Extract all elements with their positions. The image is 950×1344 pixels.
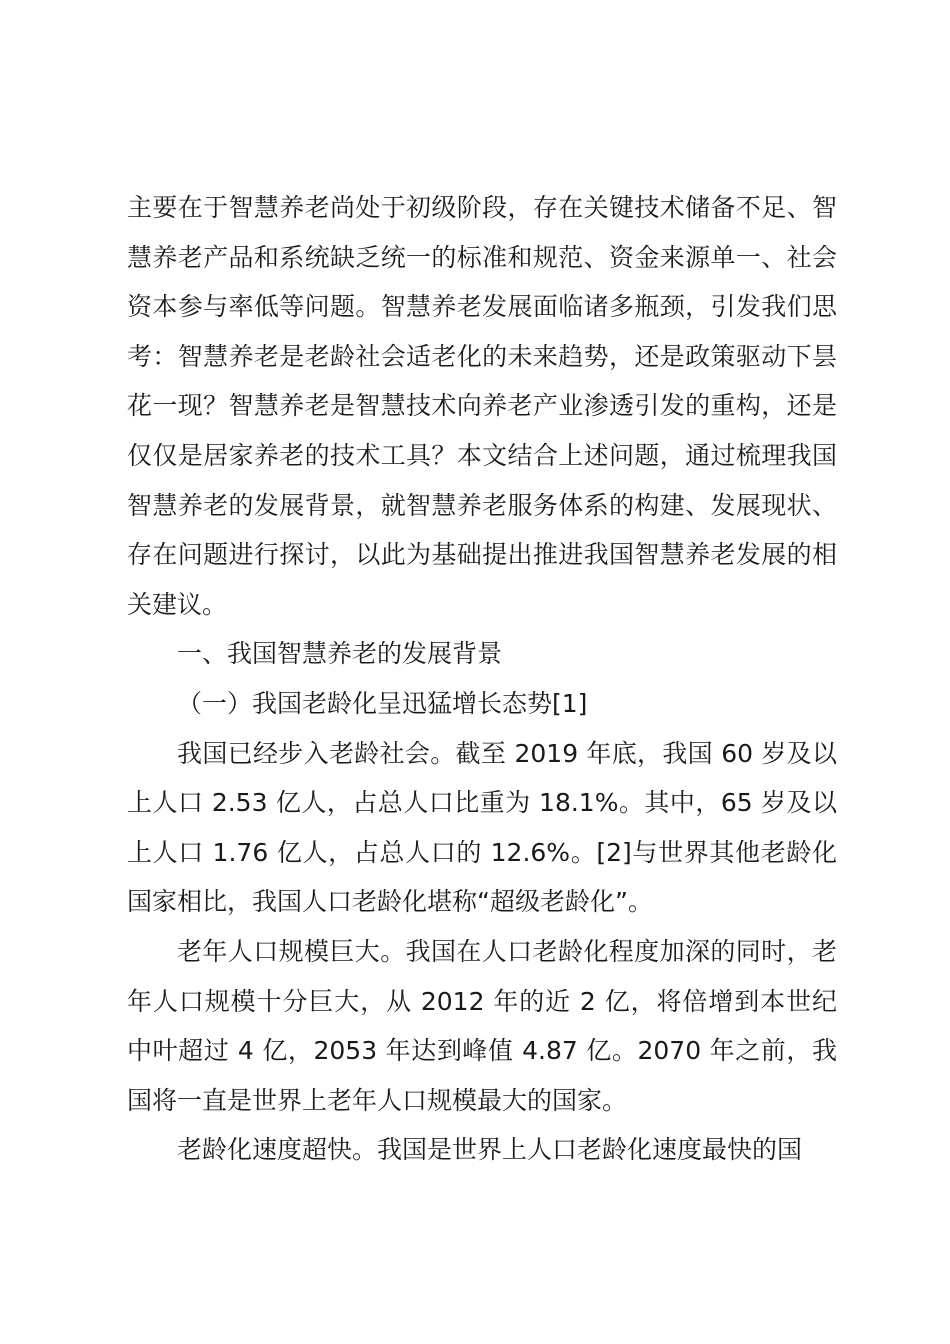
text-line: 我们思考：智慧养老是老龄社会适老化的未来趋势，还是政策 [127,292,837,371]
text-line: 建、发展现状、存在问题进行探讨，以此为基础提出推进我国 [127,490,837,570]
paragraph-aging-speed [127,1125,837,1175]
text-line: 我国已经步入老龄社会。截至 2019 年底，我国 60 岁及以 [177,738,837,768]
text-line: 上人口 1.76 亿人，占总人口的 12.6%。[2]与世界其他老龄化 [127,837,837,867]
text-line: 驱动下昙花一现？智慧养老是智慧技术向养老产业渗透引发的 [127,341,837,421]
subsection-heading [127,679,837,729]
document-body [127,183,837,1175]
paragraph-aging-society [127,729,837,927]
text-line: 老龄化速度超快。我国是世界上人口老龄化速度最快的国 [177,1135,803,1165]
text-line: 智慧养老发展的相关建议。 [127,540,837,619]
text-line: 国家相比，我国人口老龄化堪称“超级老龄化”。 [127,887,653,917]
text-line: 社会资本参与率低等问题。智慧养老发展面临诸多瓶颈，引发 [127,242,837,322]
text-line: 我国将一直是世界上老年人口规模最大的国家。 [127,1036,837,1115]
section-heading-text: 一、我国智慧养老的发展背景 [177,639,503,669]
text-line: 纪中叶超过 4 亿，2053 年达到峰值 4.87 亿。2070 年之前， [127,986,837,1066]
text-line: 主要在于智慧养老尚处于初级阶段，存在关键技术储备不足、 [127,193,812,222]
text-line: 通过梳理我国智慧养老的发展背景，就智慧养老服务体系的构 [127,440,837,520]
text-line: 上人口 2.53 亿人，占总人口比重为 18.1%。其中，65 岁及以 [127,788,837,818]
text-line: 智慧养老产品和系统缺乏统一的标准和规范、资金来源单一、 [127,193,837,272]
text-line: 重构，还是仅仅是居家养老的技术工具？本文结合上述问题， [127,391,837,470]
subsection-heading-text: （一）我国老龄化呈迅猛增长态势[1] [177,688,588,718]
paragraph-population-scale [127,927,837,1125]
text-line: 老年人口规模巨大。我国在人口老龄化程度加深的同时， [177,936,812,966]
section-heading [127,629,837,679]
text-line: 老年人口规模十分巨大，从 2012 年的近 2 亿，将倍增到本世 [127,936,837,1016]
paragraph-intro-continuation [127,183,837,629]
